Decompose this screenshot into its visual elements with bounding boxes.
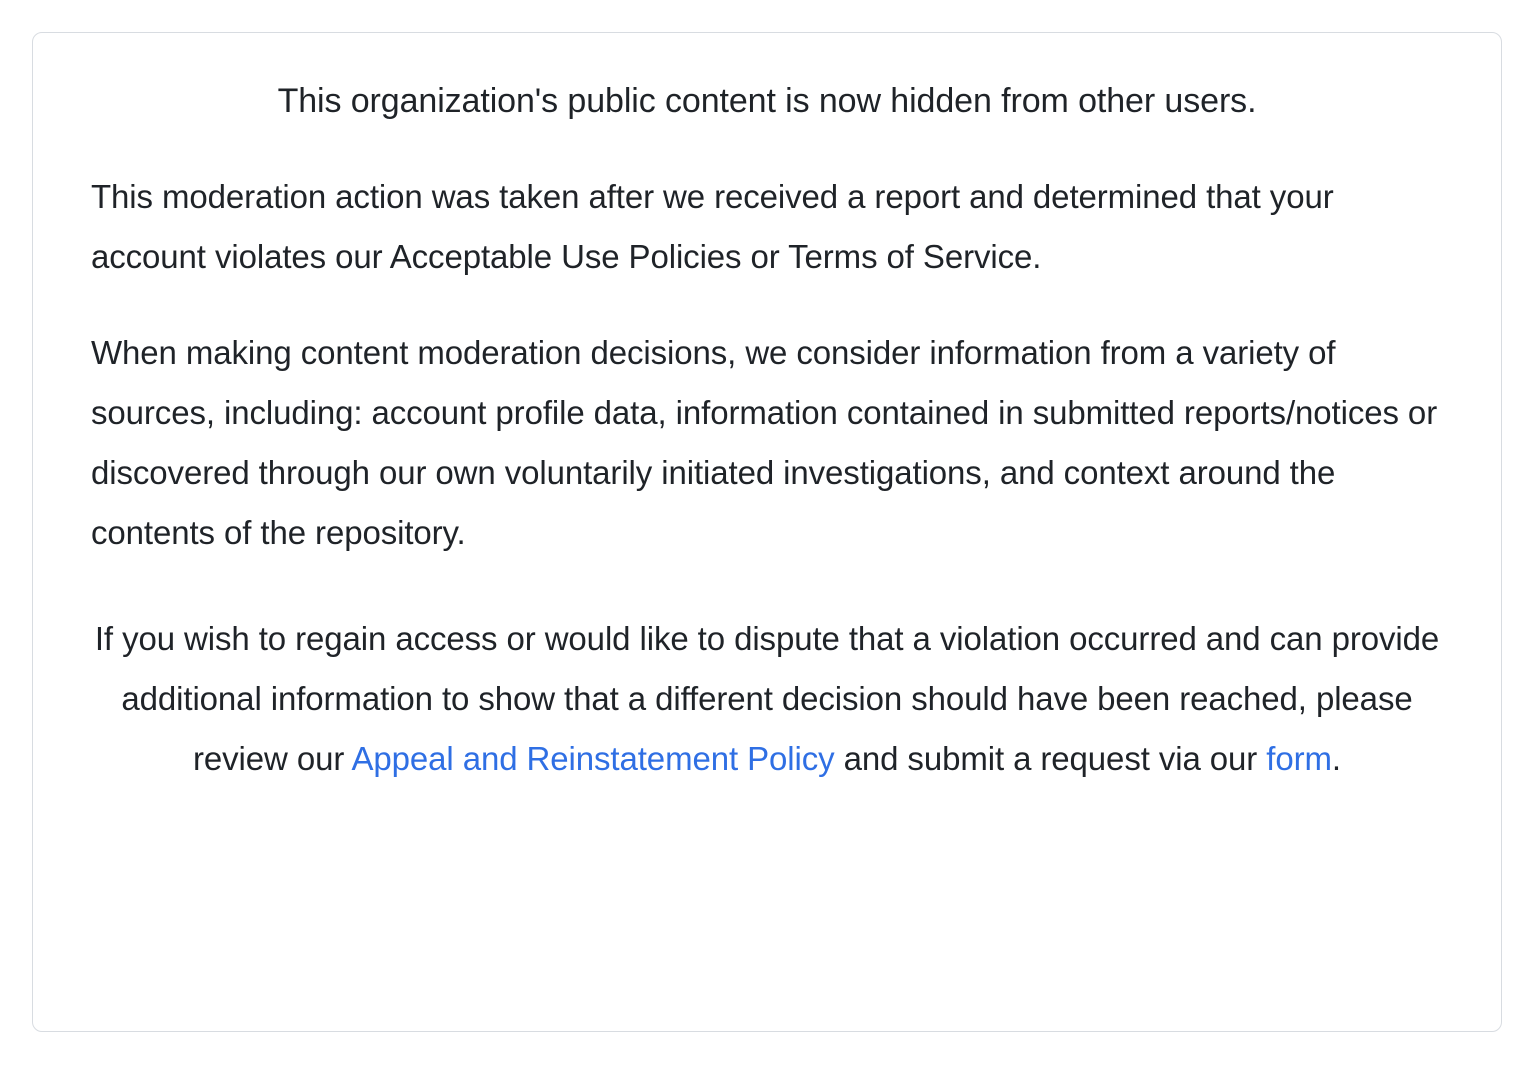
appeal-text-after-link: . [1331,740,1341,778]
appeal-form-link[interactable]: form [1266,740,1332,778]
appeal-and-reinstatement-policy-link[interactable]: Appeal and Reinstatement Policy [351,740,835,778]
moderation-notice-card [32,32,1502,1032]
notice-paragraph-appeal [91,609,1443,789]
appeal-text-between-links: and submit a request via our [834,740,1267,778]
appeal-text-before-link: If you wish to regain access or would like to dispute that a violation occurred and can provide additional information to show that a different decision should have been reached, please review our [94,620,1440,778]
notice-heading: This organization's public content is now hidden from other users. [277,82,1257,120]
notice-paragraph-sources: When making content moderation decisions, we consider information from a variety of sources, including: account profile data, information contained in submitted reports/notices or discovered through our own voluntarily initiated investigations, and context around the contents of the repository. [91,333,1438,552]
notice-paragraph-reason: This moderation action was taken after we received a report and determined that your account violates our Acceptable Use Policies or Terms of Service. [91,177,1334,275]
